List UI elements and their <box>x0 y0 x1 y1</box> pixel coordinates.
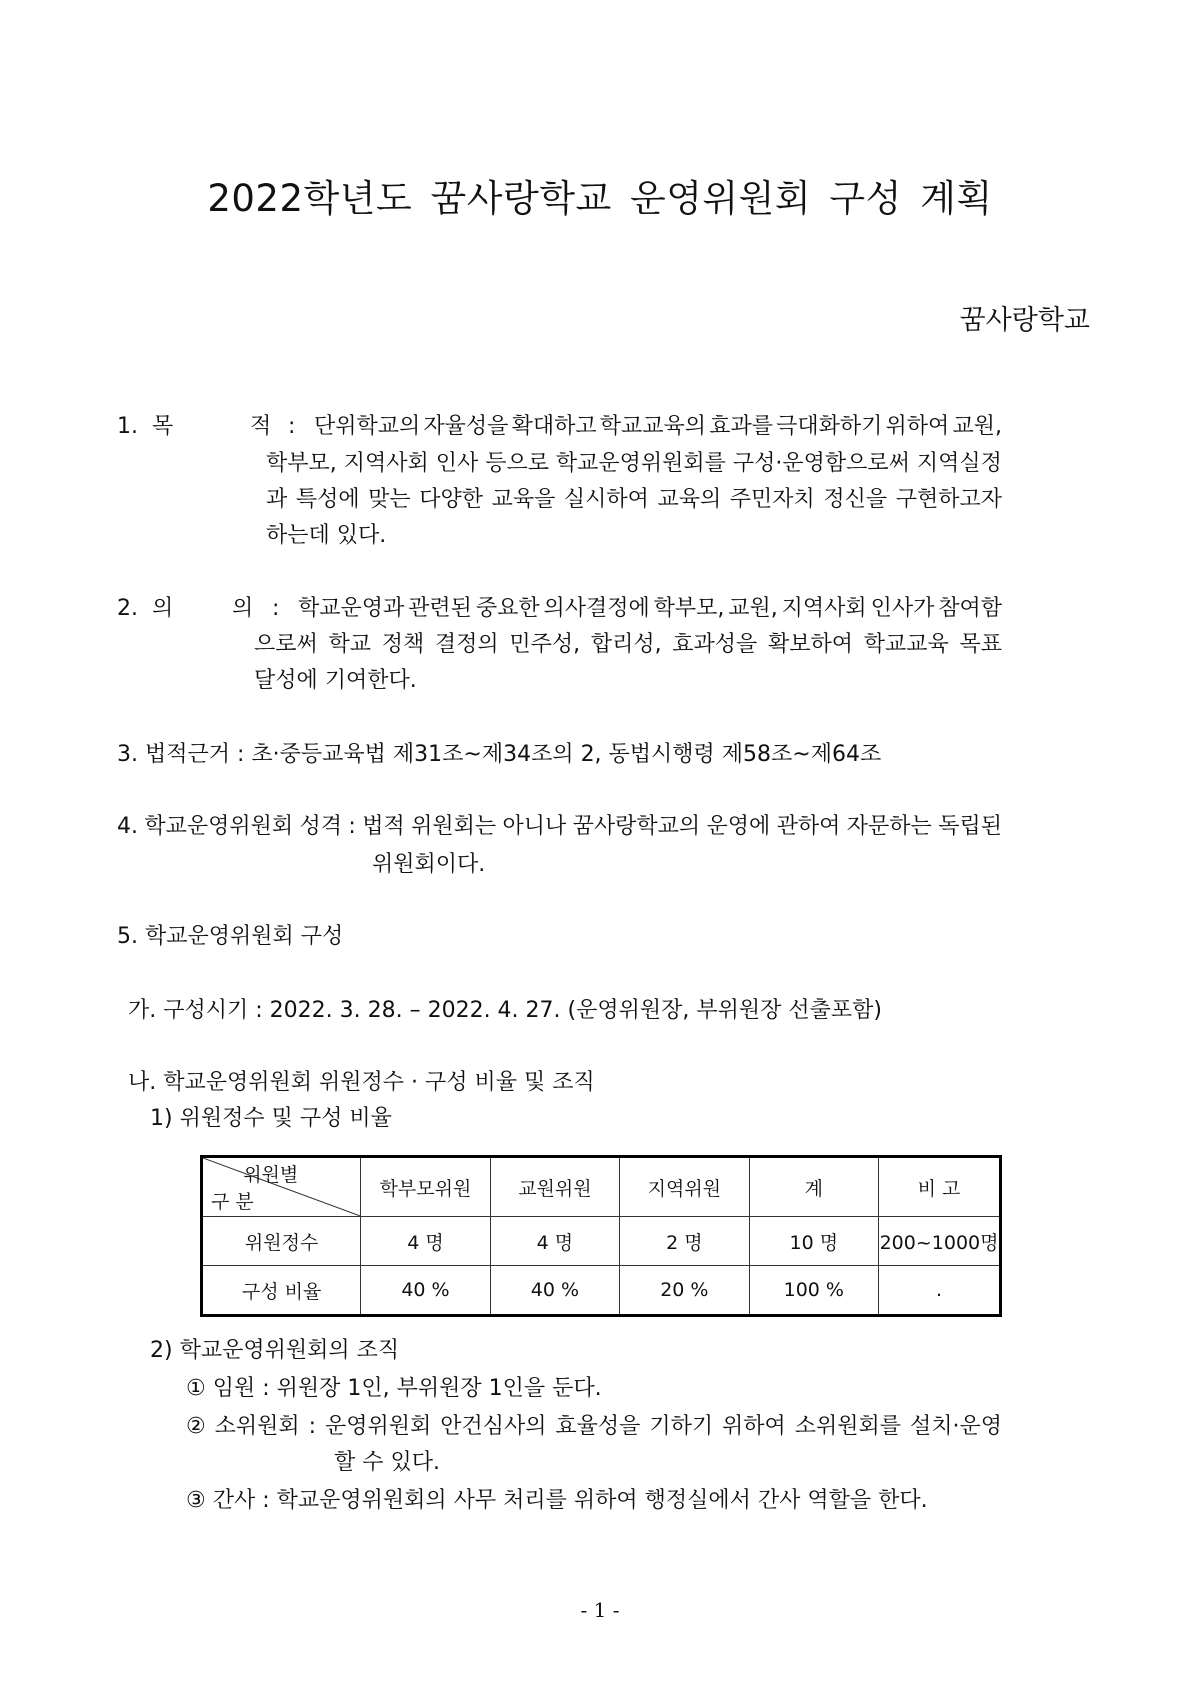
table-cell: 2 명 <box>620 1217 749 1266</box>
s5-item2-line1: ② 소위원회 : 운영위원회 안건심사의 효율성을 기하기 위하여 소위원회를 설치·운영 <box>186 1414 1002 1439</box>
table-cell: 100 % <box>749 1266 879 1316</box>
s5-item1: ① 임원 : 위원장 1인, 부위원장 1인을 둔다. <box>186 1376 602 1401</box>
s5-heading: 5. 학교운영위원회 구성 <box>117 924 344 949</box>
table-row <box>202 1217 1001 1266</box>
table-cell: 4 명 <box>361 1217 490 1266</box>
s1-heading-a: 목 <box>152 414 174 439</box>
s1-number: 1. <box>117 414 138 439</box>
table-cell: 200~1000명 <box>879 1217 1001 1266</box>
s1-line2: 학부모, 지역사회 인사 등으로 학교운영위원회를 구성·운영함으로써 지역실정 <box>266 451 1002 476</box>
table-cell: 10 명 <box>749 1217 879 1266</box>
s1-line3: 과 특성에 맞는 다양한 교육을 실시하여 교육의 주민자치 정신을 구현하고자 <box>266 487 1002 512</box>
s5-item2-line2: 할 수 있다. <box>334 1450 440 1475</box>
corner-bottom-label: 구 분 <box>211 1191 254 1213</box>
s5-ga: 가. 구성시기 : 2022. 3. 28. – 2022. 4. 27. (운영위원장, 부위원장 선출포함) <box>128 998 882 1023</box>
s2-line2: 으로써 학교 정책 결정의 민주성, 합리성, 효과성을 확보하여 학교교육 목표 <box>254 632 1002 657</box>
row-label: 위원정수 <box>202 1217 361 1266</box>
s1-colon: : <box>288 414 296 439</box>
s4-line1: 4. 학교운영위원회 성격 : 법적 위원회는 아니나 꿈사랑학교의 운영에 관하여 자문하는 독립된 <box>117 814 1002 839</box>
s5-na: 나. 학교운영위원회 위원정수 · 구성 비율 및 조직 <box>128 1070 595 1095</box>
s5-sub1: 1) 위원정수 및 구성 비율 <box>150 1106 392 1131</box>
s2-number: 2. <box>117 596 138 621</box>
s4-line2: 위원회이다. <box>372 852 486 877</box>
table-header-cell: 지역위원 <box>620 1157 749 1217</box>
s2-line1: 학교운영과 관련된 중요한 의사결정에 학부모, 교원, 지역사회 인사가 참여함 <box>298 596 1002 621</box>
table-corner-cell <box>202 1157 361 1217</box>
table-header-cell: 학부모위원 <box>361 1157 490 1217</box>
table-header-cell: 계 <box>749 1157 879 1217</box>
school-name: 꿈사랑학교 <box>959 305 1090 336</box>
s3-text: 3. 법적근거 : 초·중등교육법 제31조~제34조의 2, 동법시행령 제58조~제64조 <box>117 742 882 767</box>
row-label: 구성 비율 <box>202 1266 361 1316</box>
table-cell: 4 명 <box>490 1217 619 1266</box>
table-cell: . <box>879 1266 1001 1316</box>
s1-line4: 하는데 있다. <box>266 523 387 548</box>
table-header-row <box>202 1157 1001 1217</box>
document-title: 2022학년도 꿈사랑학교 운영위원회 구성 계획 <box>207 177 993 220</box>
s5-item3: ③ 간사 : 학교운영위원회의 사무 처리를 위하여 행정실에서 간사 역할을 한다. <box>186 1488 928 1513</box>
s2-colon: : <box>272 596 280 621</box>
s2-heading-a: 의 <box>152 596 174 621</box>
table-cell: 40 % <box>361 1266 490 1316</box>
s2-heading-b: 의 <box>232 596 254 621</box>
s5-sub2: 2) 학교운영위원회의 조직 <box>150 1338 400 1363</box>
corner-top-label: 위원별 <box>243 1164 299 1186</box>
s2-line3: 달성에 기여한다. <box>254 668 417 693</box>
table-row <box>202 1266 1001 1316</box>
table-header-cell: 비 고 <box>879 1157 1001 1217</box>
page-number: - 1 - <box>580 1598 620 1622</box>
s1-heading-b: 적 <box>250 414 272 439</box>
table-cell: 20 % <box>620 1266 749 1316</box>
table-cell: 40 % <box>490 1266 619 1316</box>
s1-line1: 단위학교의 자율성을 확대하고 학교교육의 효과를 극대화하기 위하여 교원, <box>314 414 1002 439</box>
table-header-cell: 교원위원 <box>490 1157 619 1217</box>
composition-table <box>200 1155 1002 1317</box>
